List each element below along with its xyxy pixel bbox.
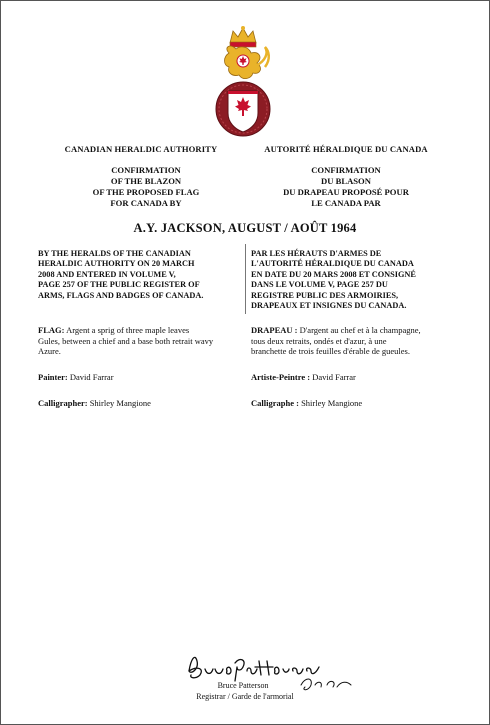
heralds-line: PAR LES HÉRAUTS D'ARMES DE [251, 249, 382, 258]
signer-role: Registrar / Garde de l'armorial [196, 692, 294, 701]
confirmation-line: OF THE BLAZON [110, 176, 182, 186]
heralds-line: DANS LE VOLUME V, PAGE 257 DU [251, 280, 388, 290]
heralds-statement-en [38, 249, 238, 301]
heraldic-authority-crest-icon [203, 25, 283, 143]
blazon-text: Gules, between a chief and a base both retrait wavy [38, 335, 214, 346]
heralds-line: ARMS, FLAGS AND BADGES OF CANADA. [38, 290, 204, 300]
painter-label: Artiste-Peintre : [251, 372, 311, 382]
blazon-text: Argent a sprig of three maple leaves [64, 325, 190, 335]
painter-name: David Farrar [67, 372, 114, 382]
heralds-line: PAGE 257 OF THE PUBLIC REGISTER OF [38, 280, 200, 290]
blazon-en [38, 325, 238, 357]
confirmation-line: DU BLASON [321, 176, 371, 186]
authority-name-fr: AUTORITÉ HÉRALDIQUE DU CANADA [264, 144, 428, 154]
calligrapher-credit-fr [251, 398, 362, 408]
flag-title: A.Y. JACKSON, AUGUST / AOÛT 1964 [133, 221, 357, 235]
calligrapher-credit-en [38, 398, 151, 408]
blazon-text: tous deux retraits, ondés et d'azur, à une [251, 335, 387, 346]
heralds-line: BY THE HERALDS OF THE CANADIAN [38, 249, 191, 258]
calligrapher-name: Shirley Mangione [87, 398, 151, 408]
confirmation-line: LE CANADA PAR [311, 198, 381, 208]
heralds-line: EN DATE DU 20 MARS 2008 ET CONSIGNÉ [251, 269, 416, 279]
heralds-statement-fr [251, 249, 451, 311]
confirmation-line: CONFIRMATION [311, 165, 381, 175]
painter-name: David Farrar [310, 372, 356, 382]
confirmation-line: FOR CANADA BY [110, 198, 182, 208]
blazon-text: Azure. [38, 346, 61, 357]
blazon-text: D'argent au chef et à la champagne, [297, 325, 421, 335]
calligrapher-label: Calligrapher: [38, 398, 88, 408]
blazon-label: FLAG: [38, 325, 65, 335]
confirmation-heading-en [41, 165, 251, 209]
heralds-line: DRAPEAUX ET INSIGNES DU CANADA. [251, 301, 407, 311]
calligrapher-name: Shirley Mangione [298, 398, 363, 408]
blazon-text: branchette de trois feuilles d'érable de gueules. [251, 346, 410, 357]
heralds-line: L'AUTORITÉ HÉRALDIQUE DU CANADA [251, 259, 414, 269]
heralds-line: 2008 AND ENTERED IN VOLUME V, [38, 269, 176, 279]
painter-credit-en [38, 372, 114, 382]
blazon-fr [251, 325, 451, 357]
heralds-line: REGISTRE PUBLIC DES ARMOIRIES, [251, 290, 399, 300]
blazon-label: DRAPEAU : [251, 325, 298, 335]
painter-label: Painter: [38, 372, 68, 382]
signer-name: Bruce Patterson [217, 681, 269, 690]
heralds-line: HERALDIC AUTHORITY ON 20 MARCH [38, 259, 195, 269]
authority-name-en: CANADIAN HERALDIC AUTHORITY [64, 144, 218, 154]
painter-credit-fr [251, 372, 356, 382]
confirmation-heading-fr [241, 165, 451, 209]
calligrapher-label: Calligraphe : [251, 398, 299, 408]
column-divider [245, 244, 246, 314]
confirmation-line: OF THE PROPOSED FLAG [92, 187, 200, 197]
confirmation-line: CONFIRMATION [111, 165, 181, 175]
confirmation-line: DU DRAPEAU PROPOSÉ POUR [283, 187, 409, 197]
